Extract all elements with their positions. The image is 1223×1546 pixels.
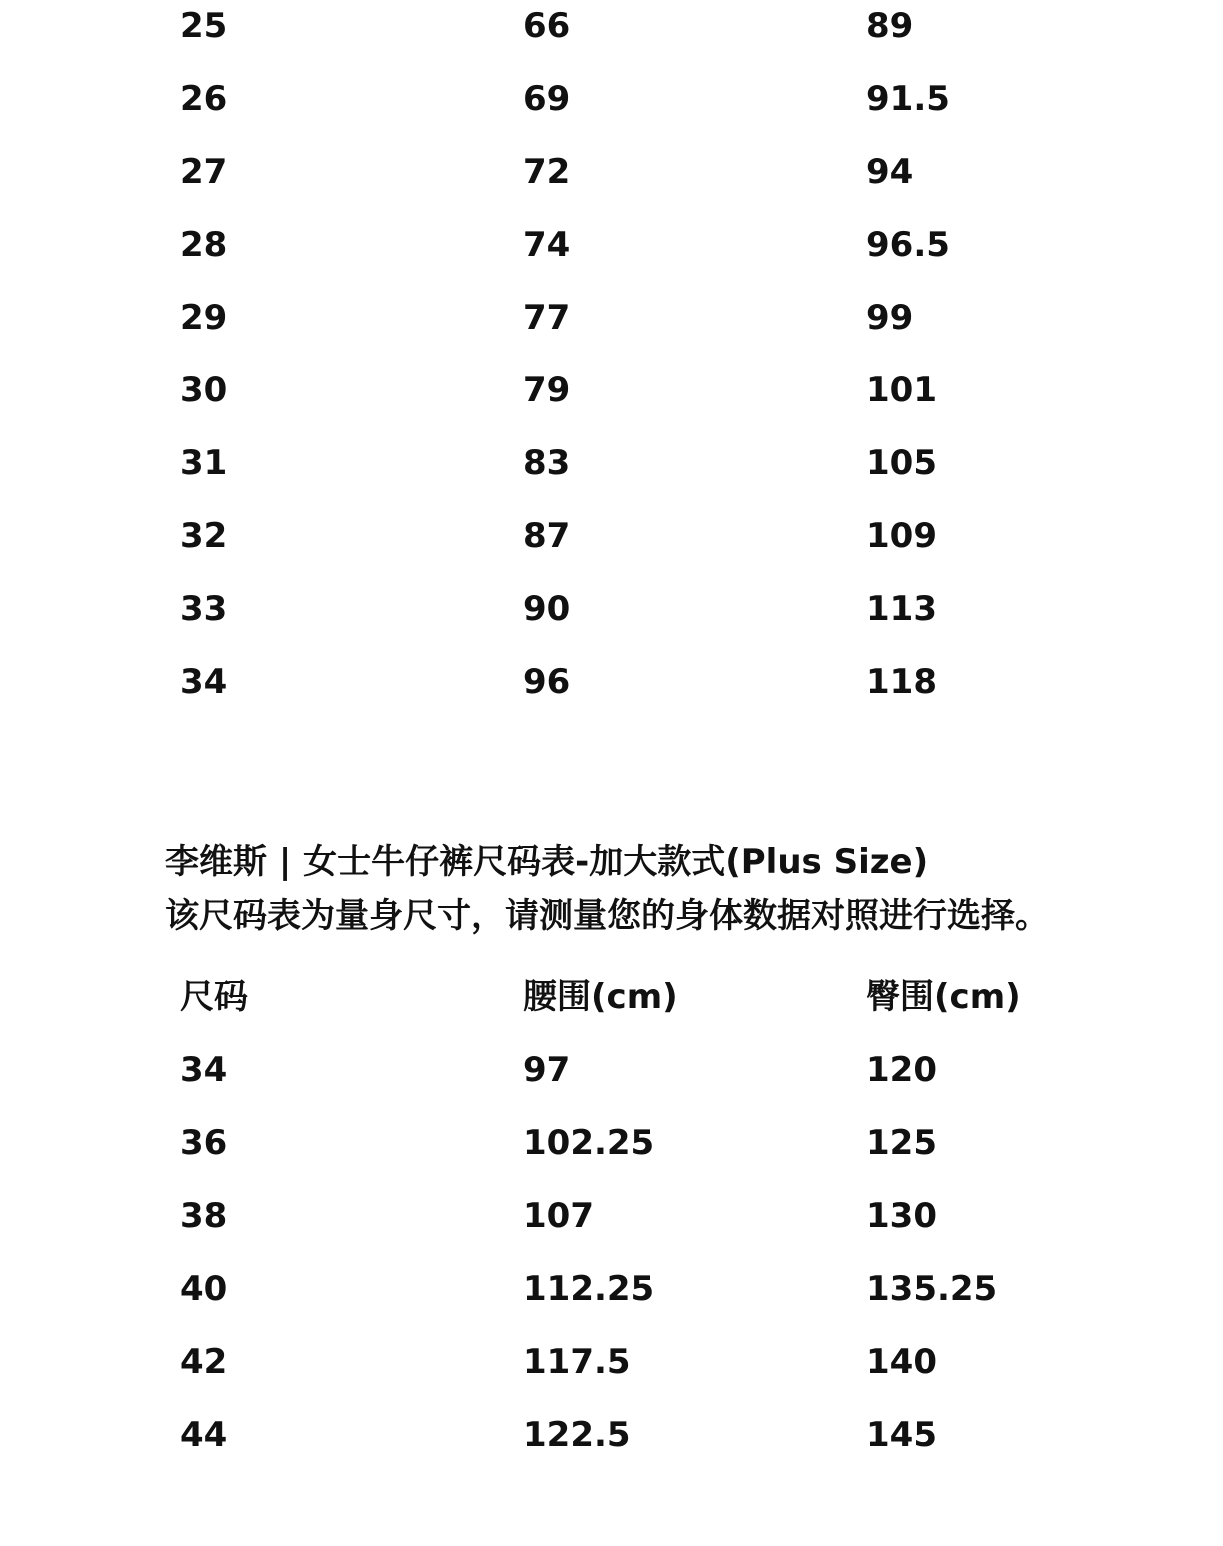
hip-cell: 96.5 [866,225,950,265]
hip-cell: 130 [866,1196,937,1236]
plus-size-subtitle: 该尺码表为量身尺寸，请测量您的身体数据对照进行选择。 [165,896,1049,936]
table-row [0,1040,1223,1100]
size-cell: 25 [180,6,228,46]
table-row [0,215,1223,275]
waist-cell: 97 [523,1050,571,1090]
size-cell: 34 [180,1050,228,1090]
table-row [0,1113,1223,1173]
size-cell: 34 [180,662,228,702]
size-cell: 32 [180,516,228,556]
table-row [0,1332,1223,1392]
table-row [0,433,1223,493]
table-row [0,579,1223,639]
hip-cell: 125 [866,1123,937,1163]
hip-cell: 109 [866,516,937,556]
size-cell: 42 [180,1342,228,1382]
plus-size-title: 李维斯 | 女士牛仔裤尺码表-加大款式(Plus Size) [165,842,929,882]
waist-cell: 90 [523,589,571,629]
size-cell: 29 [180,298,228,338]
size-cell: 36 [180,1123,228,1163]
size-cell: 33 [180,589,228,629]
size-cell: 27 [180,152,228,192]
table-row [0,1405,1223,1465]
size-cell: 26 [180,79,228,119]
waist-cell: 83 [523,443,571,483]
waist-cell: 69 [523,79,571,119]
header-hip: 臀围(cm) [866,977,1021,1017]
waist-cell: 102.25 [523,1123,655,1163]
size-cell: 30 [180,370,228,410]
waist-cell: 122.5 [523,1415,631,1455]
size-cell: 40 [180,1269,228,1309]
table-row [0,652,1223,712]
hip-cell: 91.5 [866,79,950,119]
hip-cell: 145 [866,1415,937,1455]
table-row [0,69,1223,129]
size-cell: 44 [180,1415,228,1455]
waist-cell: 96 [523,662,571,702]
size-cell: 31 [180,443,228,483]
waist-cell: 66 [523,6,571,46]
table-header-row [0,967,1223,1027]
waist-cell: 72 [523,152,571,192]
table-row [0,288,1223,348]
hip-cell: 99 [866,298,914,338]
hip-cell: 120 [866,1050,937,1090]
table-row [0,0,1223,56]
hip-cell: 89 [866,6,914,46]
hip-cell: 118 [866,662,937,702]
header-size: 尺码 [180,977,248,1017]
waist-cell: 112.25 [523,1269,655,1309]
table-row [0,506,1223,566]
size-cell: 38 [180,1196,228,1236]
hip-cell: 140 [866,1342,937,1382]
waist-cell: 74 [523,225,571,265]
table-row [0,142,1223,202]
hip-cell: 94 [866,152,914,192]
table-row [0,1186,1223,1246]
header-waist: 腰围(cm) [523,977,678,1017]
size-cell: 28 [180,225,228,265]
hip-cell: 113 [866,589,937,629]
hip-cell: 101 [866,370,937,410]
table-row [0,360,1223,420]
waist-cell: 77 [523,298,571,338]
waist-cell: 107 [523,1196,594,1236]
waist-cell: 87 [523,516,571,556]
waist-cell: 117.5 [523,1342,631,1382]
hip-cell: 105 [866,443,937,483]
hip-cell: 135.25 [866,1269,998,1309]
table-row [0,1259,1223,1319]
waist-cell: 79 [523,370,571,410]
